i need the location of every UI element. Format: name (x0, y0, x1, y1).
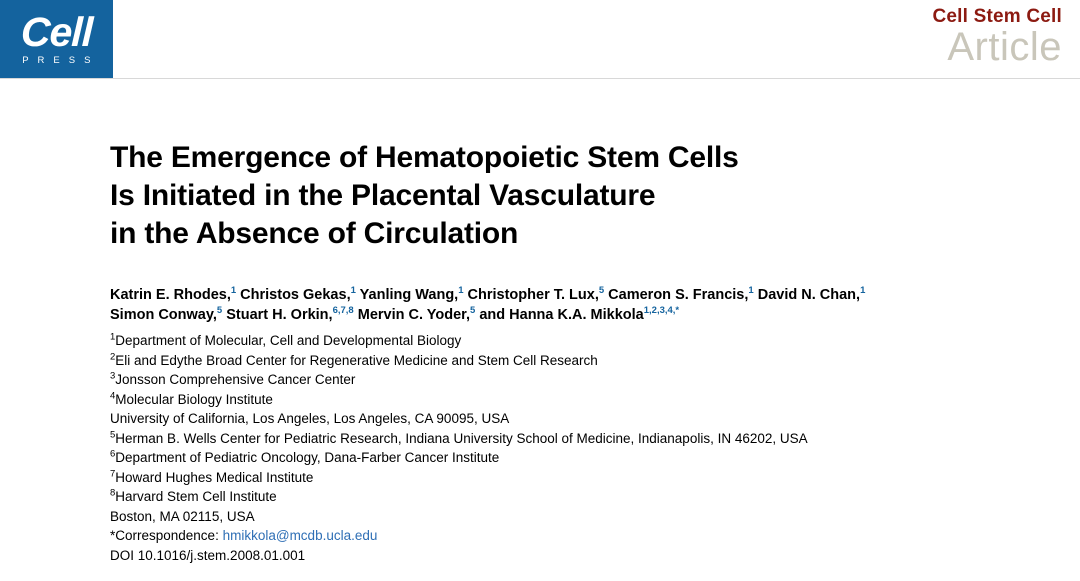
correspondence-line (110, 526, 1080, 546)
author-name: Mervin C. Yoder, (353, 307, 471, 323)
affiliation-item (110, 351, 1080, 371)
affiliation-text: Howard Hughes Medical Institute (115, 469, 314, 485)
author-name: Yanling Wang, (355, 287, 459, 303)
page-header (0, 0, 1080, 79)
author-affil-marker: 1 (748, 285, 754, 297)
affiliation-marker: 1 (110, 331, 116, 343)
affiliation-text: Department of Pediatric Oncology, Dana-Farber Cancer Institute (115, 450, 500, 465)
author-affil-marker: 1,2,3,4,* (643, 305, 680, 317)
title-line-3: in the Absence of Circulation (110, 217, 519, 250)
author-list (110, 285, 1030, 325)
affiliation-text: Molecular Biology Institute (115, 391, 273, 407)
page-title (110, 139, 990, 253)
author-name: Cameron S. Francis, (604, 287, 749, 303)
affiliation-text: Jonsson Comprehensive Cancer Center (115, 372, 356, 387)
correspondence-label: *Correspondence: (110, 528, 219, 543)
cell-press-logo-wordmark: Cell (20, 9, 93, 55)
title-line-1: The Emergence of Hematopoietic Stem Cells (110, 141, 739, 174)
affiliation-text: Herman B. Wells Center for Pediatric Research, Indiana University School of Medicine, Indianapolis, IN 46202, USA (115, 430, 808, 446)
affiliation-marker: 6 (110, 448, 116, 460)
affiliation-marker: 5 (110, 429, 116, 440)
article-front-matter (0, 79, 1080, 565)
author-affil-marker: 5 (598, 285, 605, 297)
doi-line[interactable]: DOI 10.1016/j.stem.2008.01.001 (110, 547, 306, 563)
affiliation-item (110, 468, 1080, 488)
author-affil-marker: 6,7,8 (332, 305, 354, 317)
author-name: Katrin E. Rhodes, (110, 287, 231, 303)
author-affil-marker: 5 (216, 305, 223, 317)
affiliation-text: Harvard Stem Cell Institute (115, 489, 277, 504)
affiliation-text: University of California, Los Angeles, Los Angeles, CA 90095, USA (110, 411, 510, 426)
affiliation-item (110, 370, 1080, 390)
author-line-1 (110, 285, 1030, 305)
cell-press-logo-tagline: P R E S S (22, 55, 94, 66)
cell-press-logo (0, 0, 113, 78)
affiliation-text: Department of Molecular, Cell and Developmental Biology (115, 333, 462, 348)
affiliation-marker: 4 (110, 390, 116, 401)
author-name: and Hanna K.A. Mikkola (475, 307, 644, 323)
author-name: Christopher T. Lux, (463, 287, 599, 303)
affiliation-text: Boston, MA 02115, USA (110, 508, 255, 524)
correspondence-email-link[interactable]: hmikkola@mcdb.ucla.edu (222, 528, 378, 543)
author-name: David N. Chan, (753, 287, 861, 303)
affiliation-item (110, 507, 1080, 527)
author-affil-marker: 1 (350, 285, 356, 297)
affiliation-item (110, 331, 1080, 351)
author-affil-marker: 5 (470, 305, 476, 317)
affiliation-marker: 2 (110, 351, 116, 362)
affiliation-text: Eli and Edythe Broad Center for Regenerative Medicine and Stem Cell Research (115, 352, 598, 368)
author-name: Stuart H. Orkin, (222, 307, 333, 323)
affiliation-marker: 3 (110, 370, 116, 382)
title-line-2: Is Initiated in the Placental Vasculature (110, 179, 656, 212)
journal-title: Cell Stem Cell (932, 6, 1062, 27)
article-type-label: Article (947, 25, 1062, 69)
affiliation-marker: 8 (110, 487, 116, 499)
affiliation-marker: 7 (110, 468, 116, 479)
affiliation-item (110, 429, 1080, 449)
affiliation-item (110, 409, 1080, 429)
affiliation-item (110, 390, 1080, 410)
affiliation-item (110, 448, 1080, 468)
author-name: Christos Gekas, (236, 287, 351, 303)
author-affil-marker: 1 (458, 285, 464, 297)
journal-masthead (932, 6, 1062, 68)
author-line-2 (110, 305, 1030, 325)
affiliation-item (110, 487, 1080, 507)
affiliation-list (110, 331, 1080, 565)
author-affil-marker: 1 (860, 285, 866, 297)
author-name: Simon Conway, (110, 307, 217, 323)
author-affil-marker: 1 (230, 285, 237, 297)
